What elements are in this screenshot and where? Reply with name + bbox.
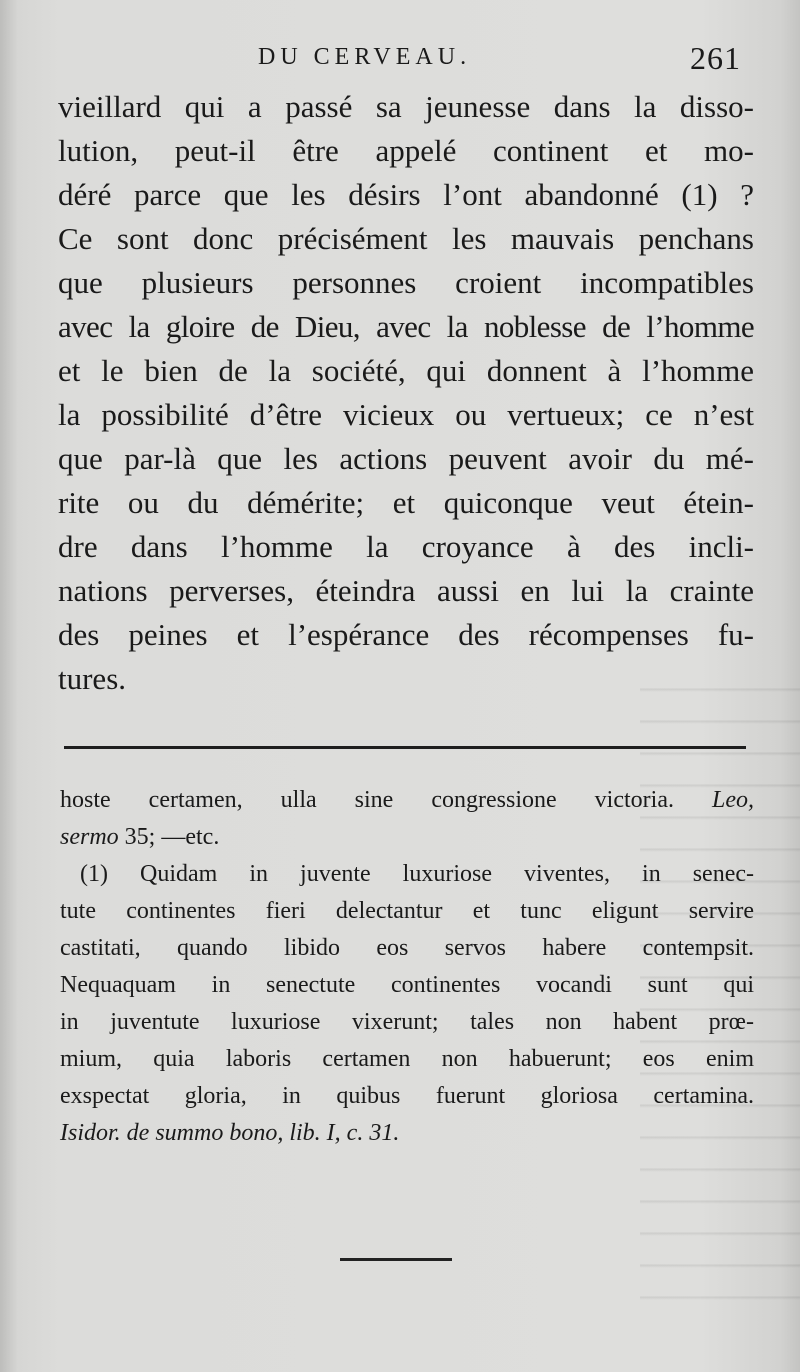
footnote-line: (1) Quidam in juvente luxuriose viventes, in senec- xyxy=(80,861,754,887)
footnote-text: hoste certamen, ulla sine congressione victoria. xyxy=(60,787,674,813)
footnote-reference: sermo xyxy=(60,824,119,850)
running-head xyxy=(0,40,800,80)
text-line: vieillard qui a passé sa jeunesse dans la disso- xyxy=(58,89,754,124)
citation-text: Isidor. de summo bono, lib. I, c. 31. xyxy=(60,1120,400,1146)
text-line: avec la gloire de Dieu, avec la noblesse de l’homme xyxy=(58,309,754,344)
text-line: nations perverses, éteindra aussi en lui la crainte xyxy=(58,573,754,608)
text-line: Ce sont donc précisément les mauvais penchans xyxy=(58,221,754,256)
footnote-line xyxy=(60,782,754,819)
running-title: DU CERVEAU. xyxy=(258,44,472,70)
text-line: des peines et l’espérance des récompenses fu- xyxy=(58,617,754,652)
text-line: dre dans l’homme la croyance à des incli- xyxy=(58,529,754,564)
footnote-line: mium, quia laboris certamen non habuerunt; eos enim xyxy=(60,1046,754,1072)
text-line: déré parce que les désirs l’ont abandonné (1) ? xyxy=(58,177,754,212)
footnotes xyxy=(60,782,754,1152)
text-line: la possibilité d’être vicieux ou vertueux; ce n’est xyxy=(58,397,754,432)
footnote-line: Nequaquam in senectute continentes vocandi sunt qui xyxy=(60,972,754,998)
footnote-separator-rule xyxy=(64,746,746,749)
text-line: tures. xyxy=(58,661,127,696)
text-line: que par-là que les actions peuvent avoir du mé- xyxy=(58,441,754,476)
footnote-citation xyxy=(60,1115,754,1152)
end-rule xyxy=(340,1258,452,1261)
page-number: 261 xyxy=(690,40,741,76)
main-text xyxy=(58,85,754,701)
text-line: que plusieurs personnes croient incompatibles xyxy=(58,265,754,300)
text-line: rite ou du démérite; et quiconque veut étein- xyxy=(58,485,754,520)
footnote-line: tute continentes fieri delectantur et tunc eligunt servire xyxy=(60,898,754,924)
footnote-text: 35; —etc. xyxy=(124,824,220,850)
footnote-line: castitati, quando libido eos servos habere contempsit. xyxy=(60,935,754,961)
text-line: lution, peut-il être appelé continent et mo- xyxy=(58,133,754,168)
text-line: et le bien de la société, qui donnent à l’homme xyxy=(58,353,754,388)
footnote-line: in juventute luxuriose vixerunt; tales non habent prœ- xyxy=(60,1009,754,1035)
footnote-line: exspectat gloria, in quibus fuerunt gloriosa certamina. xyxy=(60,1083,754,1109)
footnote-reference: Leo, xyxy=(712,787,755,813)
footnote-line xyxy=(60,819,754,856)
